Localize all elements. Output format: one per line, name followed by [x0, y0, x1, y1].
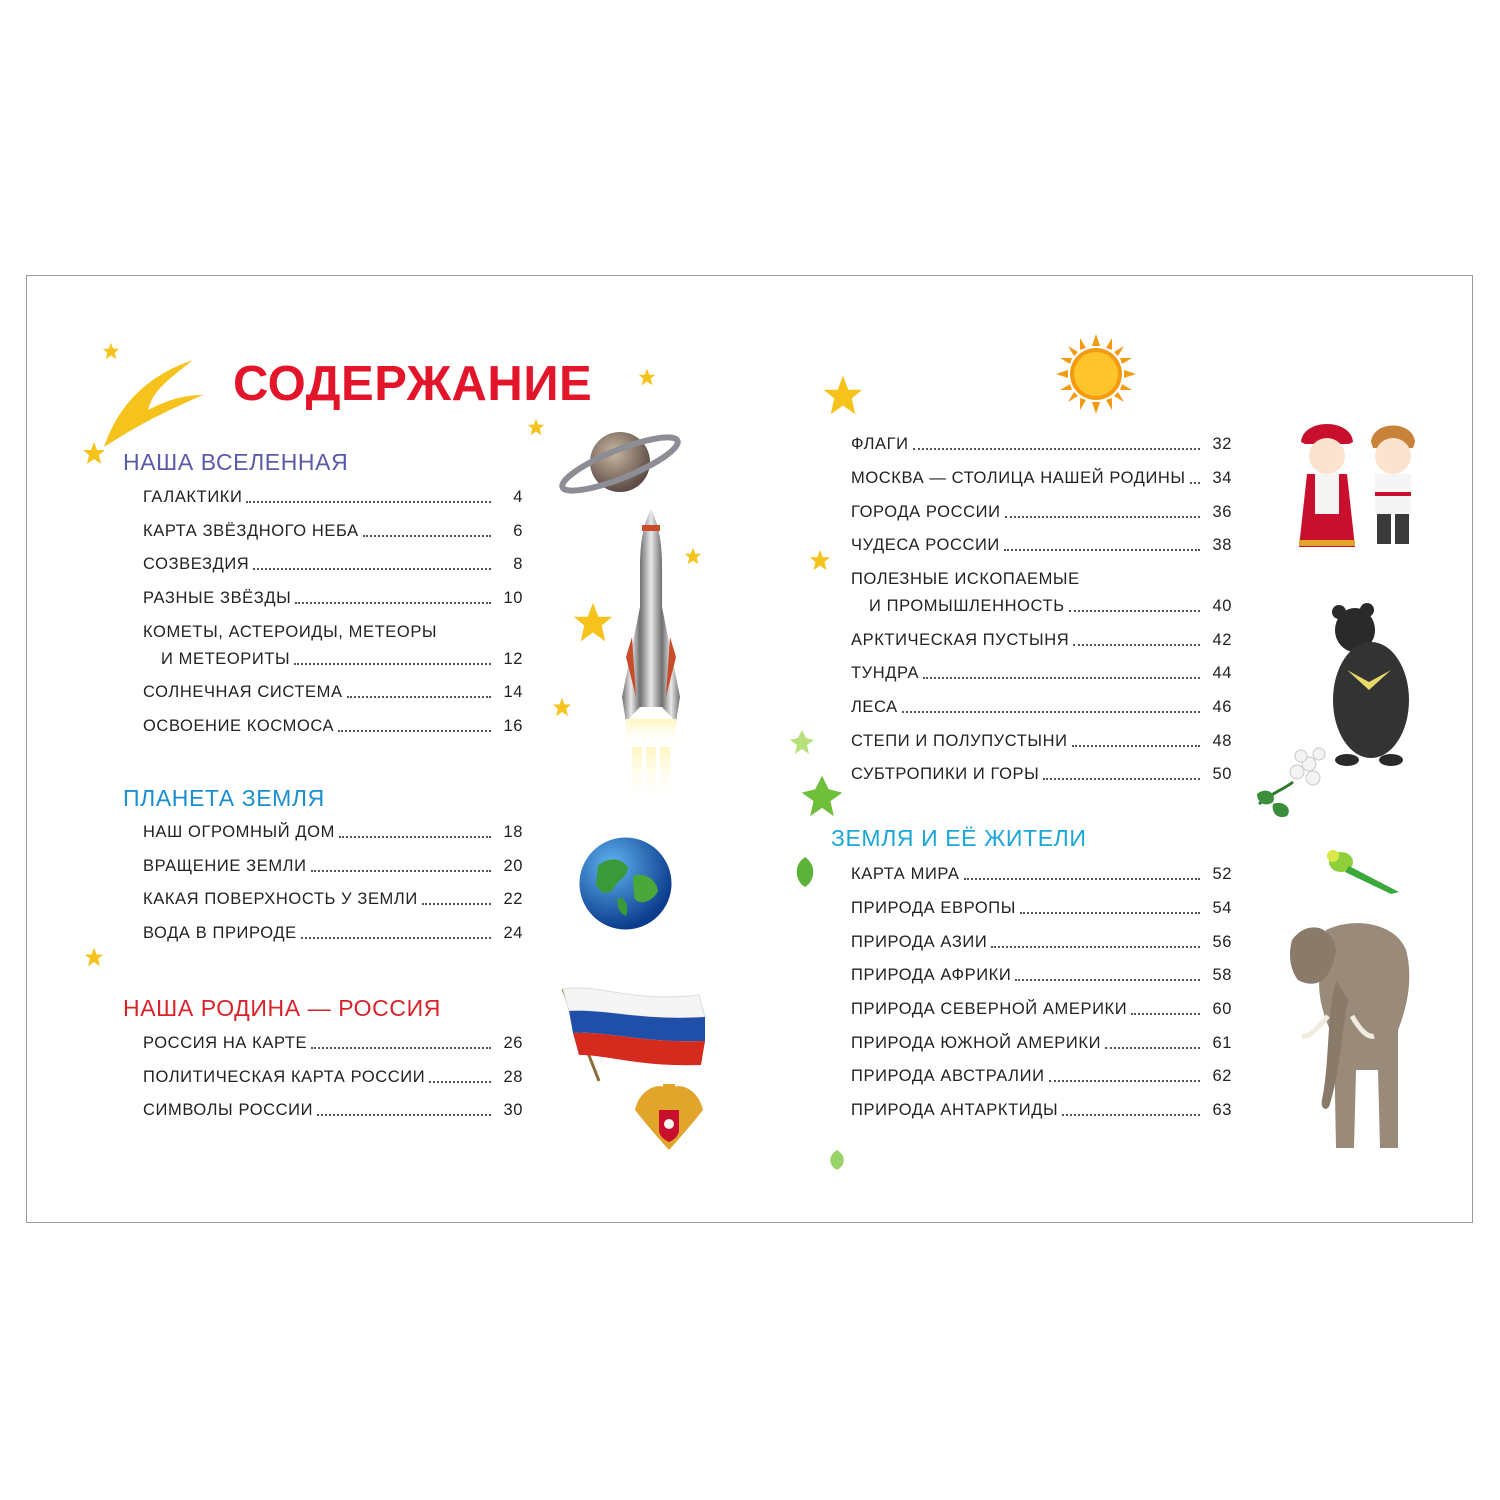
- star-icon: [572, 601, 614, 643]
- dot-leader: [1005, 516, 1200, 518]
- star-icon: [82, 441, 106, 465]
- section-heading-planet-earth: ПЛАНЕТА ЗЕМЛЯ: [123, 785, 325, 811]
- toc-item[interactable]: [851, 933, 1232, 952]
- toc-item[interactable]: [851, 899, 1232, 918]
- toc-item-title: ПРИРОДА АНТАРКТИДЫ: [851, 1101, 1059, 1119]
- dot-leader: [317, 1114, 491, 1116]
- toc-item-title-line2: И МЕТЕОРИТЫ: [161, 650, 291, 668]
- star-icon: [527, 418, 545, 436]
- toc-item[interactable]: [851, 865, 1232, 884]
- dot-leader: [1015, 979, 1200, 981]
- leaf-icon: [793, 855, 817, 889]
- toc-item[interactable]: [851, 1034, 1232, 1053]
- toc-item-page: 4: [513, 488, 523, 506]
- toc-item-title: СОЛНЕЧНАЯ СИСТЕМА: [143, 683, 343, 701]
- bear-icon: [1325, 600, 1413, 768]
- star-icon: [638, 368, 656, 386]
- dot-leader: [1190, 482, 1200, 484]
- toc-item-page: 61: [1212, 1034, 1232, 1052]
- dot-leader: [363, 535, 491, 537]
- toc-item-title: ТУНДРА: [851, 664, 920, 682]
- star-icon: [84, 947, 104, 967]
- toc-item[interactable]: [143, 488, 523, 507]
- toc-item[interactable]: [143, 1068, 523, 1087]
- toc-item-title: ОСВОЕНИЕ КОСМОСА: [143, 717, 335, 735]
- toc-item[interactable]: [143, 717, 523, 736]
- flowers-icon: [1253, 742, 1329, 822]
- toc-item-title-line2: И ПРОМЫШЛЕННОСТЬ: [869, 597, 1065, 615]
- toc-item-page: 54: [1212, 899, 1232, 917]
- toc-item-page: 30: [503, 1101, 523, 1119]
- dot-leader: [991, 946, 1200, 948]
- toc-item[interactable]: [851, 966, 1232, 985]
- toc-item[interactable]: [851, 698, 1232, 717]
- toc-item[interactable]: [143, 890, 523, 909]
- leaf-icon: [827, 1148, 847, 1172]
- dot-leader: [964, 878, 1200, 880]
- folk-costume-kids-icon: [1293, 412, 1427, 557]
- dot-leader: [1043, 778, 1200, 780]
- toc-item-page: 6: [513, 522, 523, 540]
- toc-item[interactable]: [143, 1101, 523, 1120]
- toc-item-page: 42: [1212, 631, 1232, 649]
- dot-leader: [347, 696, 491, 698]
- dot-leader: [422, 903, 491, 905]
- leaf-icon: [800, 774, 844, 818]
- toc-item-title: ПРИРОДА АЗИИ: [851, 933, 988, 951]
- toc-item-page: 18: [503, 823, 523, 841]
- page-title: СОДЕРЖАНИЕ: [233, 357, 593, 411]
- parrot-icon: [1321, 846, 1401, 896]
- toc-item-page: 38: [1212, 536, 1232, 554]
- toc-item-page: 34: [1212, 469, 1232, 487]
- dot-leader: [295, 602, 491, 604]
- toc-item-page: 26: [503, 1034, 523, 1052]
- toc-item-page: 48: [1212, 732, 1232, 750]
- dot-leader: [246, 501, 491, 503]
- earth-globe-icon: [578, 836, 673, 931]
- toc-item-page: 62: [1212, 1067, 1232, 1085]
- toc-item[interactable]: [851, 732, 1232, 751]
- star-icon: [102, 342, 120, 360]
- dot-leader: [913, 448, 1200, 450]
- toc-item-page: 12: [503, 650, 523, 668]
- section-heading-russia: НАША РОДИНА — РОССИЯ: [123, 995, 441, 1021]
- star-icon: [552, 697, 572, 717]
- toc-item-page: 40: [1212, 597, 1232, 615]
- toc-item-title: КАКАЯ ПОВЕРХНОСТЬ У ЗЕМЛИ: [143, 890, 418, 908]
- dot-leader: [294, 663, 491, 665]
- toc-item[interactable]: [851, 1067, 1232, 1086]
- comet-icon: [98, 355, 208, 455]
- toc-item-title: ГОРОДА РОССИИ: [851, 503, 1001, 521]
- toc-item[interactable]: [143, 683, 523, 702]
- toc-item-title: МОСКВА — СТОЛИЦА НАШЕЙ РОДИНЫ: [851, 469, 1186, 487]
- star-icon: [809, 549, 831, 571]
- toc-item-page: 16: [503, 717, 523, 735]
- toc-item-page: 60: [1212, 1000, 1232, 1018]
- toc-item-title: АРКТИЧЕСКАЯ ПУСТЫНЯ: [851, 631, 1070, 649]
- toc-item-title: ПОЛИТИЧЕСКАЯ КАРТА РОССИИ: [143, 1068, 426, 1086]
- toc-item[interactable]: [143, 522, 523, 541]
- toc-item-title: ПРИРОДА ЕВРОПЫ: [851, 899, 1016, 917]
- toc-item-title: СОЗВЕЗДИЯ: [143, 555, 250, 573]
- toc-item-title: КОМЕТЫ, АСТЕРОИДЫ, МЕТЕОРЫ: [143, 623, 438, 641]
- toc-item-page: 46: [1212, 698, 1232, 716]
- toc-item-page: 36: [1212, 503, 1232, 521]
- toc-item[interactable]: [143, 924, 523, 943]
- toc-item-title: ЧУДЕСА РОССИИ: [851, 536, 1000, 554]
- toc-item[interactable]: [851, 503, 1232, 522]
- toc-item[interactable]: [851, 570, 1232, 616]
- toc-item-title: ВОДА В ПРИРОДЕ: [143, 924, 297, 942]
- toc-item-title: ФЛАГИ: [851, 435, 909, 453]
- dot-leader: [253, 568, 491, 570]
- elephant-icon: [1286, 920, 1428, 1158]
- toc-item-title: РАЗНЫЕ ЗВЁЗДЫ: [143, 589, 292, 607]
- dot-leader: [429, 1081, 491, 1083]
- toc-item[interactable]: [851, 1101, 1232, 1120]
- dot-leader: [1062, 1114, 1200, 1116]
- toc-item-title: КАРТА ЗВЁЗДНОГО НЕБА: [143, 522, 359, 540]
- toc-item-title: ПРИРОДА АФРИКИ: [851, 966, 1012, 984]
- toc-item-page: 32: [1212, 435, 1232, 453]
- toc-item-page: 22: [503, 890, 523, 908]
- toc-item[interactable]: [143, 555, 523, 574]
- toc-item[interactable]: [143, 623, 523, 669]
- toc-item[interactable]: [143, 857, 523, 876]
- toc-item-page: 24: [503, 924, 523, 942]
- toc-item-title: ЛЕСА: [851, 698, 898, 716]
- coat-of-arms-icon: [629, 1080, 709, 1158]
- toc-item-title: НАШ ОГРОМНЫЙ ДОМ: [143, 823, 335, 841]
- toc-item-title: СТЕПИ И ПОЛУПУСТЫНИ: [851, 732, 1068, 750]
- section-heading-universe: НАША ВСЕЛЕННАЯ: [123, 449, 349, 475]
- dot-leader: [1072, 745, 1200, 747]
- dot-leader: [311, 870, 491, 872]
- russian-flag-icon: [559, 985, 709, 1085]
- toc-item-page: 63: [1212, 1101, 1232, 1119]
- toc-item-page: 50: [1212, 765, 1232, 783]
- dot-leader: [338, 730, 491, 732]
- toc-item-page: 14: [503, 683, 523, 701]
- toc-item-title: КАРТА МИРА: [851, 865, 960, 883]
- dot-leader: [311, 1047, 491, 1049]
- dot-leader: [923, 677, 1200, 679]
- toc-item[interactable]: [851, 469, 1232, 488]
- sun-icon: [1056, 334, 1136, 414]
- toc-item[interactable]: [143, 589, 523, 608]
- toc-item-page: 20: [503, 857, 523, 875]
- toc-item[interactable]: [143, 823, 523, 842]
- dot-leader: [1069, 610, 1200, 612]
- toc-item-page: 28: [503, 1068, 523, 1086]
- toc-item[interactable]: [851, 765, 1232, 784]
- toc-item-page: 8: [513, 555, 523, 573]
- saturn-icon: [556, 414, 684, 510]
- section-heading-earth-inhabitants: ЗЕМЛЯ И ЕЁ ЖИТЕЛИ: [831, 825, 1087, 851]
- dot-leader: [301, 937, 491, 939]
- dot-leader: [1004, 549, 1200, 551]
- toc-item-page: 52: [1212, 865, 1232, 883]
- toc-item-page: 44: [1212, 664, 1232, 682]
- toc-item-title: ПРИРОДА ЮЖНОЙ АМЕРИКИ: [851, 1034, 1102, 1052]
- toc-item[interactable]: [851, 631, 1232, 650]
- toc-item[interactable]: [851, 435, 1232, 454]
- rocket-icon: [612, 507, 690, 807]
- toc-item-page: 10: [503, 589, 523, 607]
- toc-item-title: СУБТРОПИКИ И ГОРЫ: [851, 765, 1040, 783]
- toc-item-page: 56: [1212, 933, 1232, 951]
- dot-leader: [1131, 1013, 1200, 1015]
- dot-leader: [1105, 1047, 1200, 1049]
- toc-item-title: ГАЛАКТИКИ: [143, 488, 243, 506]
- dot-leader: [902, 711, 1200, 713]
- toc-item-title: ПРИРОДА АВСТРАЛИИ: [851, 1067, 1045, 1085]
- dot-leader: [1020, 912, 1200, 914]
- toc-item[interactable]: [851, 664, 1232, 683]
- dot-leader: [1073, 644, 1200, 646]
- toc-item-title: СИМВОЛЫ РОССИИ: [143, 1101, 314, 1119]
- toc-item-title: РОССИЯ НА КАРТЕ: [143, 1034, 308, 1052]
- toc-item[interactable]: [143, 1034, 523, 1053]
- toc-item-title: ПРИРОДА СЕВЕРНОЙ АМЕРИКИ: [851, 1000, 1128, 1018]
- leaf-icon: [789, 729, 815, 755]
- toc-item-title: ВРАЩЕНИЕ ЗЕМЛИ: [143, 857, 307, 875]
- toc-item[interactable]: [851, 1000, 1232, 1019]
- dot-leader: [1049, 1080, 1200, 1082]
- toc-item-page: 58: [1212, 966, 1232, 984]
- toc-item-title: ПОЛЕЗНЫЕ ИСКОПАЕМЫЕ: [851, 570, 1080, 588]
- star-icon: [822, 374, 864, 416]
- dot-leader: [339, 836, 491, 838]
- toc-item[interactable]: [851, 536, 1232, 555]
